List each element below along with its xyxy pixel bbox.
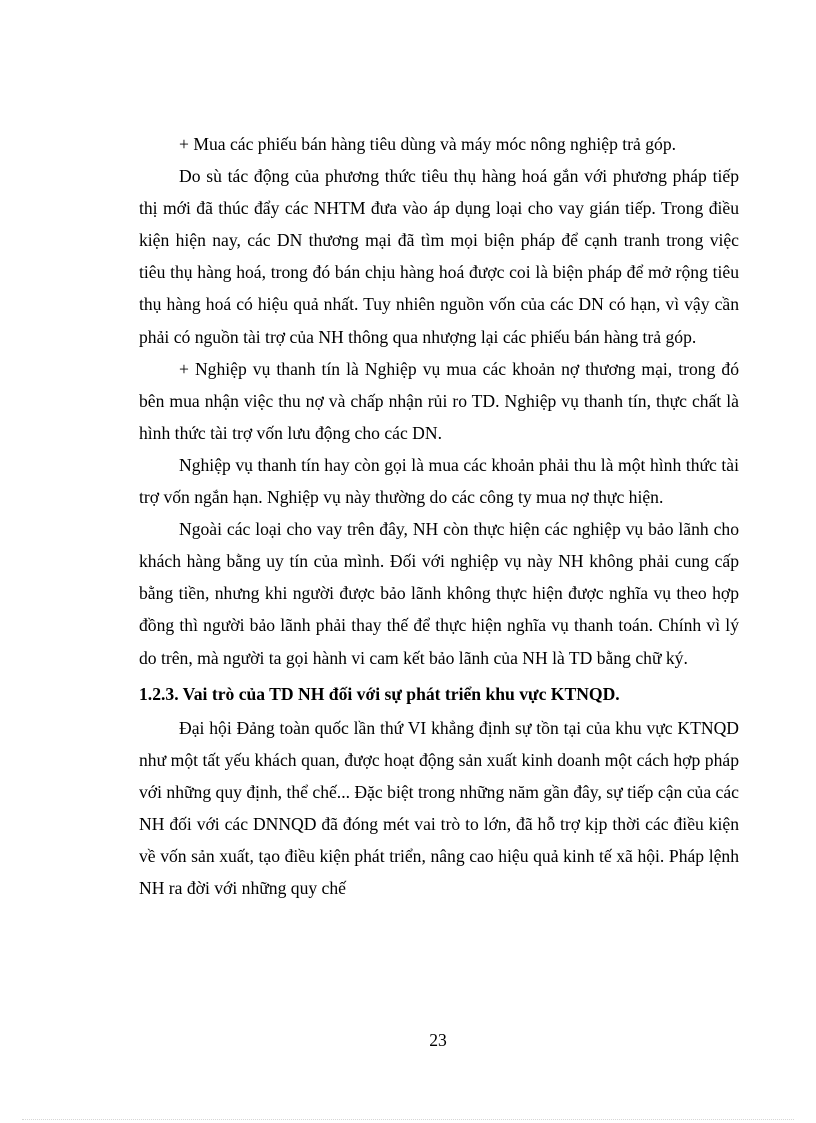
paragraph-guarantee: Ngoài các loại cho vay trên đây, NH còn thực hiện các nghiệp vụ bảo lãnh cho khách hàng bằng uy tín của mình. Đối với nghiệp vụ này NH không phải cung cấp bằng tiền, nhưng khi người được bảo lãnh không thực hiện được nghĩa vụ theo hợp đồng thì người bảo lãnh phải thay thế để thực hiện nghĩa vụ thanh toán. Chính vì lý do trên, mà người ta gọi hành vi cam kết bảo lãnh của NH là TD bằng chữ ký. — [139, 519, 739, 668]
page-bottom-divider — [22, 1119, 794, 1120]
page-number: 23 — [429, 1030, 447, 1050]
paragraph-party-congress: Đại hội Đảng toàn quốc lần thứ VI khẳng định sự tồn tại của khu vực KTNQD như một tất yếu khách quan, được hoạt động sản xuất kinh doanh một cách hợp pháp với những quy định, thể chế... Đặc biệt trong những năm gần đây, sự tiếp cận của các NH đối với các DNNQD đã đóng mét vai trò to lớn, đã hỗ trợ kịp thời các điều kiện về vốn sản xuất, tạo điều kiện phát triển, nâng cao hiệu quả kinh tế xã hội. Pháp lệnh NH ra đời với những quy chế — [139, 717, 739, 899]
paragraph-factoring-definition: + Nghiệp vụ thanh tín là Nghiệp vụ mua các khoản nợ thương mại, trong đó bên mua nhận việc thu nợ và chấp nhận rủi ro TD. Nghiệp vụ thanh tín, thực chất là hình thức tài trợ vốn lưu động cho các DN. — [139, 358, 739, 443]
body-text — [139, 128, 739, 904]
paragraph-factoring-receivables: Nghiệp vụ thanh tín hay còn gọi là mua các khoản phải thu là một hình thức tài trợ vốn ngắn hạn. Nghiệp vụ này thường do các công ty mua nợ thực hiện. — [139, 454, 739, 508]
paragraph-installment-purchase: + Mua các phiếu bán hàng tiêu dùng và máy móc nông nghiệp trả góp. — [179, 134, 677, 154]
section-heading: 1.2.3. Vai trò của TD NH đối với sự phát triển khu vực KTNQD. — [139, 683, 620, 704]
paragraph-indirect-lending: Do sù tác động của phương thức tiêu thụ hàng hoá gắn với phương pháp tiếp thị mới đã thúc đẩy các NHTM đưa vào áp dụng loại cho vay gián tiếp. Trong điều kiện hiện nay, các DN thương mại đã tìm mọi biện pháp để cạnh tranh trong việc tiêu thụ hàng hoá, trong đó bán chịu hàng hoá được coi là biện pháp để mở rộng tiêu thụ hàng hoá có hiệu quả nhất. Tuy nhiên nguồn vốn của các DN có hạn, vì vậy cần phải có nguồn tài trợ của NH thông qua nhượng lại các phiếu bán hàng trả góp. — [139, 166, 739, 347]
